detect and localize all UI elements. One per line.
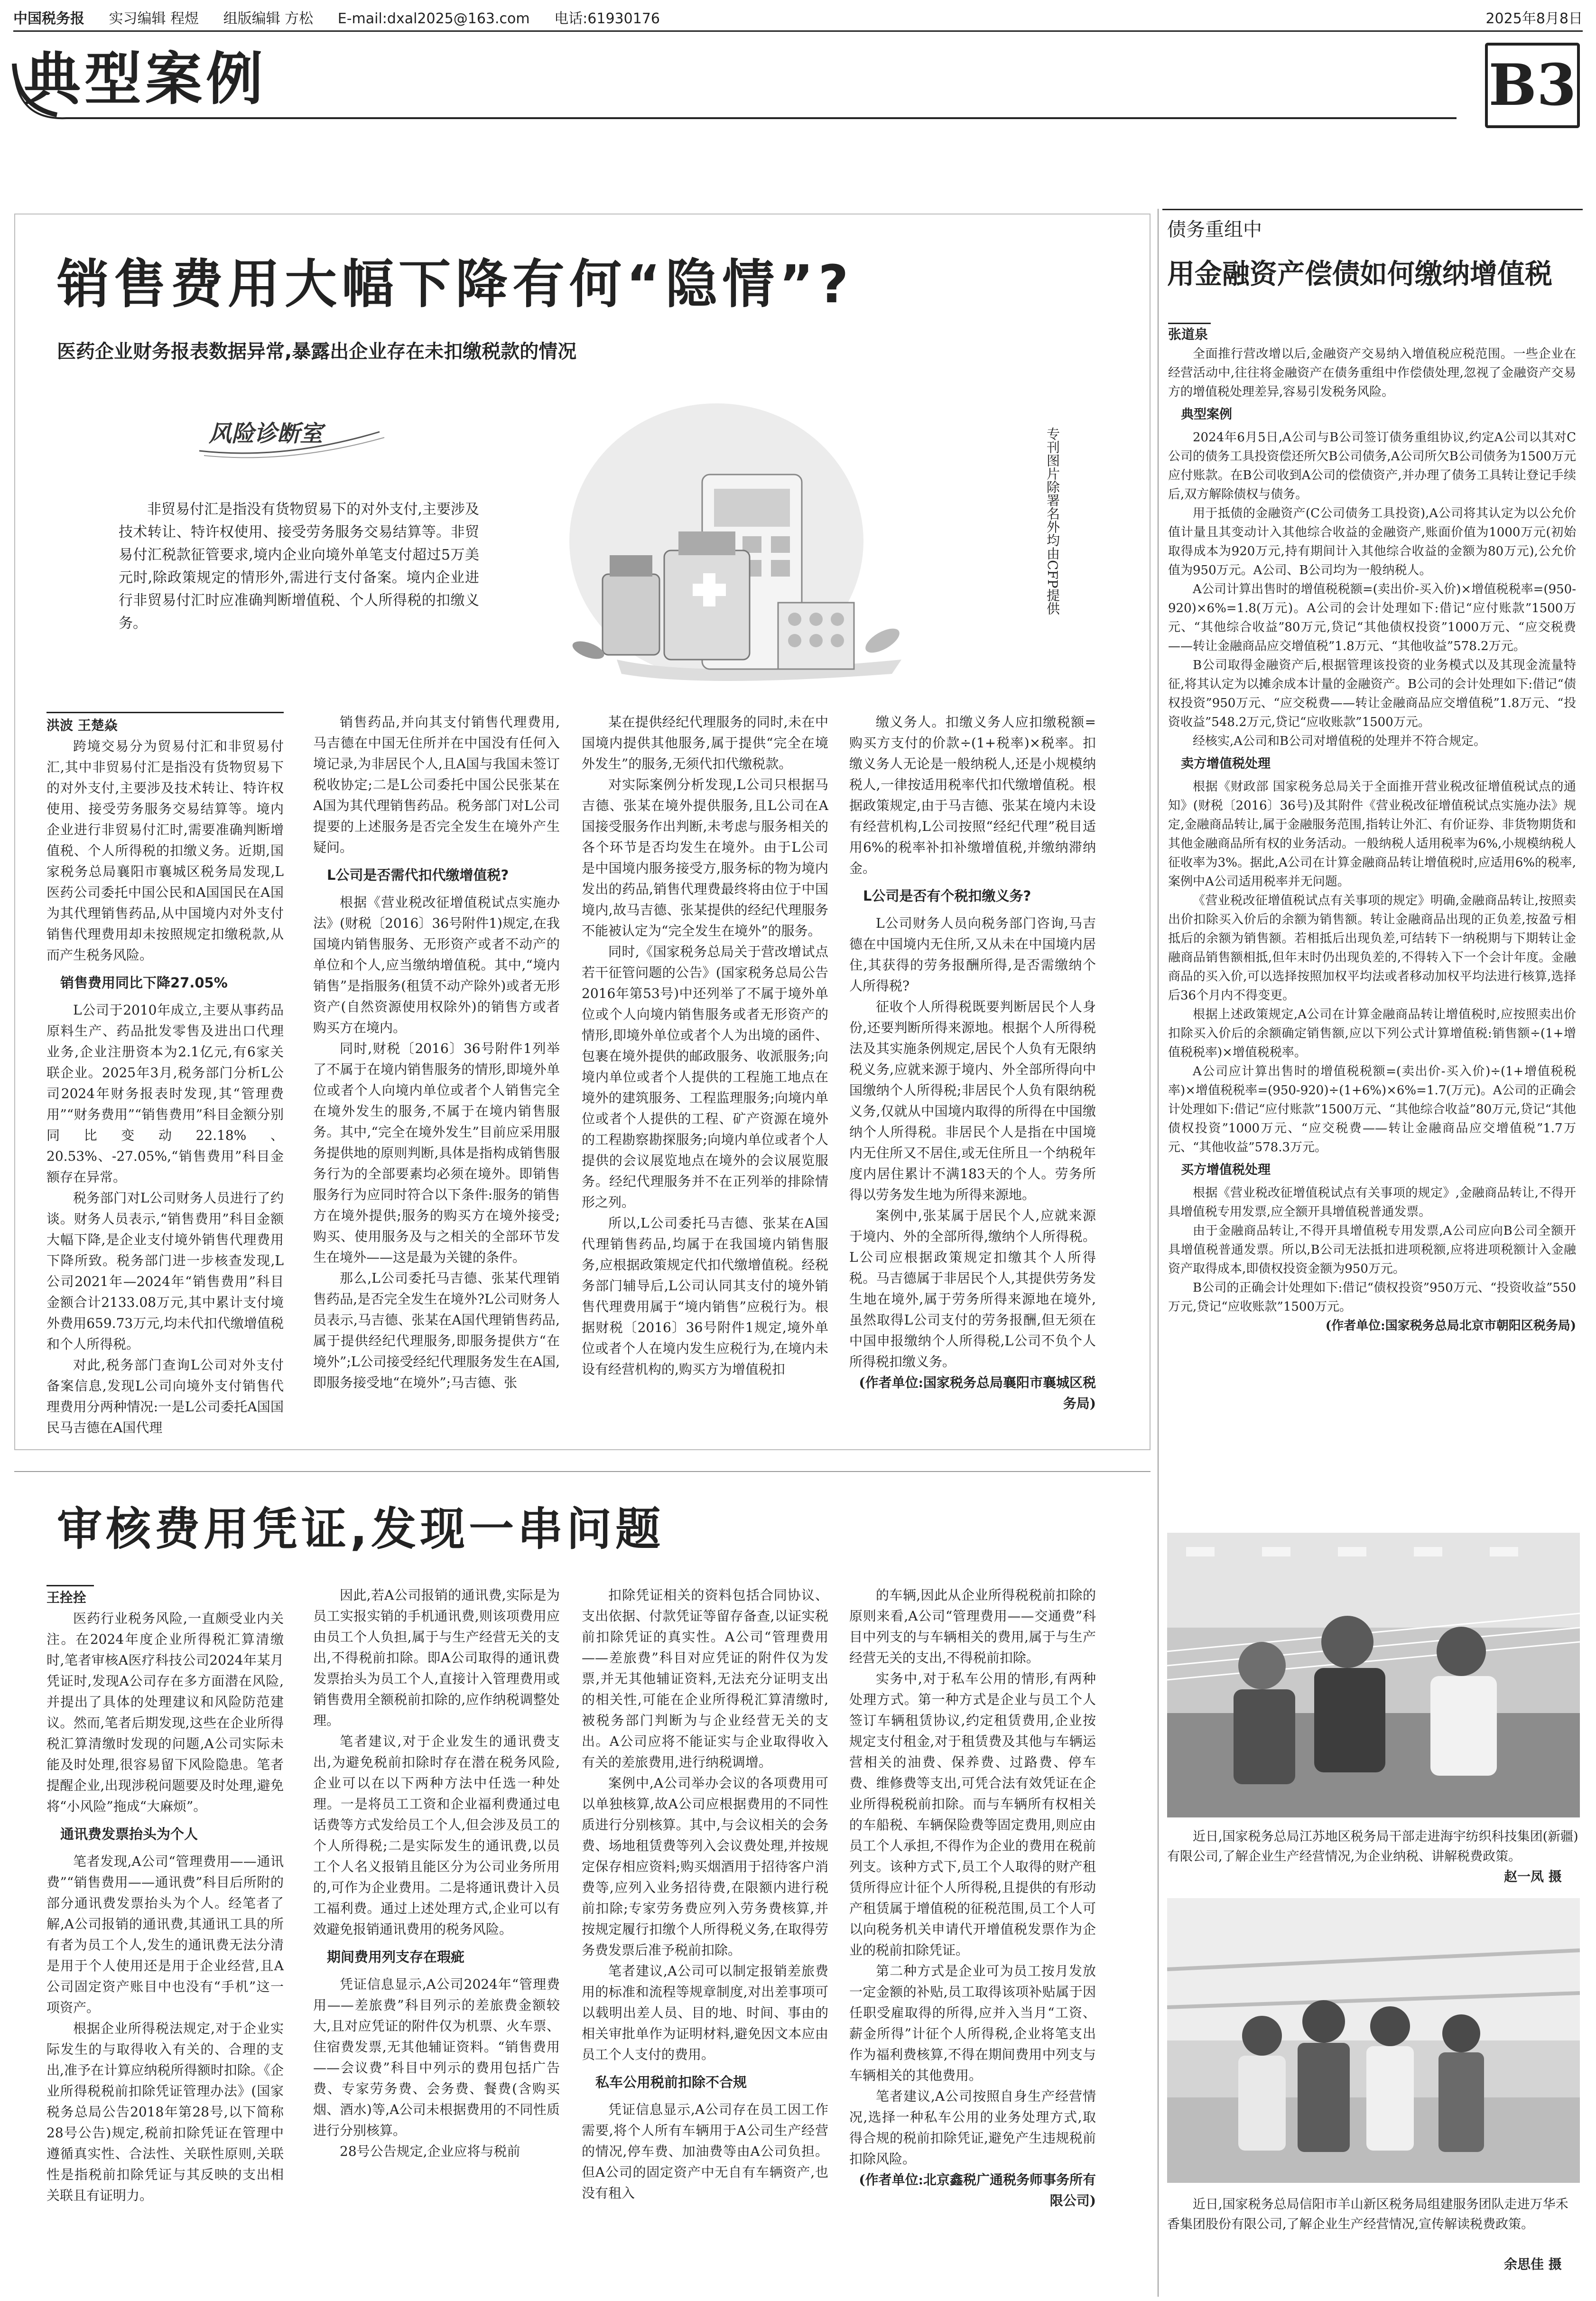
paragraph: 根据上述政策规定,A公司在计算金融商品转让增值税时,应按照卖出价扣除买入价后的余额确定销售额,应以下列公式计算增值税:销售额÷(1+增值税税率)×增值税税率。 (1168, 1007, 1576, 1060)
email: E-mail:dxal2025@163.com (337, 10, 530, 27)
subheading: 买方增值税处理 (1181, 1163, 1271, 1177)
layout-editor: 组版编辑 方松 (223, 10, 314, 27)
article-3-byline: 王拴拴 (46, 1585, 94, 1608)
subheading: 卖方增值税处理 (1181, 756, 1271, 771)
page-number-box (1485, 43, 1580, 128)
date: 2025年8月8日 (1485, 10, 1583, 27)
paragraph: 笔者建议,对于企业发生的通讯费支出,为避免税前扣除时存在潜在税务风险,企业可以在以下两种方法中任选一种处理。一是将员工工资和企业福利费通过电话费等方式发给员工个人,但会涉及员工的个人所得税;二是实际发生的通讯费,以员工个人名义报销且能区分为公司业务所用的,可作为企业费用。二是将通讯费计入员工福利费。通过上述处理方式,企业可以有效避免报销通讯费用的税务风险。 (313, 1733, 560, 1937)
paragraph: 笔者建议,A公司可以制定报销差旅费用的标准和流程等规章制度,对出差事项可以载明出差人员、目的地、时间、事由的相关审批单作为证明材料,避免因文本应由员工个人支付的费用。 (582, 1963, 828, 2062)
article-3-col-3 (582, 1585, 828, 2204)
paragraph: L公司于2010年成立,主要从事药品原料生产、药品批发零售及进出口代理业务,企业注册资本为2.1亿元,有6家关联企业。2025年3月,税务部门分析L公司2024年财务报表时发现,其“管理费用”“财务费用”“销售费用”科目金额分别同比变动22.18%、20.53%、-27.05%,“销售费用”科目金额存在异常。 (46, 1002, 284, 1185)
paragraph: 实务中,对于私车公用的情形,有两种处理方式。第一种方式是企业与员工个人签订车辆租赁协议,约定租赁费用,企业按规定支付租金,对于租赁费及其他与车辆运营相关的油费、保养费、过路费、停车费、维修费等支出,可凭合法有效凭证在企业所得税税前扣除。而与车辆所有权相关的车船税、车辆保险费等固定费用,则应由员工个人承担,不得作为企业的费用在税前列支。该种方式下,员工个人取得的财产租赁所得应计征个人所得税,且提供的有形动产租赁属于增值税的征税范围,员工个人可以向税务机关申请代开增值税发票作为企业的税前扣除凭证。 (849, 1671, 1096, 1958)
editor: 实习编辑 程煜 (109, 10, 199, 27)
paragraph: L公司财务人员向税务部门咨询,马吉德在中国境内无住所,又从未在中国境内居住,其获得的劳务报酬所得,是否需缴纳个人所得税? (849, 915, 1096, 994)
photo-author-2: 余思佳 摄 (1504, 2256, 1562, 2272)
subheading: L公司是否需代扣代缴增值税? (327, 867, 509, 883)
paragraph: 因此,若A公司报销的通讯费,实际是为员工实报实销的手机通讯费,则该项费用应由员工个人负担,属于与生产经营无关的支出,不得税前扣除。即A公司取得的通讯费发票抬头为员工个人,直接计入管理费用或销售费用全额税前扣除的,应作纳税调整处理。 (313, 1587, 560, 1728)
paragraph: 销售药品,并向其支付销售代理费用,马吉德在中国无住所并在中国没有任何入境记录,为非居民个人,且A国与我国未签订税收协定;二是L公司委托中国公民张某在A国为其代理销售药品。税务部门对L公司提要的上述服务是否完全发生在境外产生疑问。 (313, 714, 560, 855)
subheading: 通讯费发票抬头为个人 (60, 1826, 198, 1842)
pills-calculator-image (560, 394, 1034, 698)
article-1-col-4 (849, 712, 1096, 1414)
paragraph: 全面推行营改增以后,金融资产交易纳入增值税应税范围。一些企业在经营活动中,往往将金融资产在债务重组中作偿债处理,忽视了金融资产交易方的增值税处理差异,容易引发税务风险。 (1168, 347, 1576, 399)
subheading: 期间费用列支存在瑕疵 (327, 1949, 465, 1965)
paragraph: 28号公告规定,企业应将与税前 (340, 2143, 520, 2159)
paragraph: 根据企业所得税法规定,对于企业实际发生的与取得收入有关的、合理的支出,准予在计算应纳税所得额时扣除。《企业所得税税前扣除凭证管理办法》(国家税务总局公告2018年第28号,以下简称28号公告)规定,税前扣除凭证在管理中遵循真实性、合法性、关联性原则,关联性是指税前扣除凭证与其反映的支出相关联且有证明力。 (46, 2021, 284, 2203)
photo-caption-2: 近日,国家税务总局信阳市羊山新区税务局组建服务团队走进万华禾香集团股份有限公司,了解企业生产经营情况,宣传解读税费政策。 (1167, 2197, 1568, 2232)
paragraph: 对此,税务部门查询L公司对外支付备案信息,发现L公司向境外支付销售代理费用分两种情况:一是L公司委托A国国民马吉德在A国代理 (46, 1357, 284, 1435)
article-3-col-4 (849, 1585, 1096, 2211)
article-3-col-1 (46, 1585, 284, 2206)
textile-factory-image (1167, 1533, 1580, 1817)
paragraph: 根据《财政部 国家税务总局关于全面推开营业税改征增值税试点的通知》(财税〔2016〕36号)及其附件《营业税改征增值税试点实施办法》规定,金融商品转让,属于金融服务范围,指转让外汇、有价证券、非货物期货和其他金融商品所有权的业务活动。一般纳税人适用税率为6%,小规模纳税人征收率为3%。据此,A公司在计算金融商品转让增值税时,应适用6%的税率,案例中A公司适用税率并无问题。 (1168, 780, 1576, 889)
paragraph: 笔者发现,A公司“管理费用——通讯费”“销售费用——通讯费”科目后所附的部分通讯费发票抬头为个人。经笔者了解,A公司报销的通讯费,其通讯工具的所有者为员工个人,发生的通讯费无法分清是用于个人使用还是用于企业经营,且A公司固定资产账目中也没有“手机”这一项资产。 (46, 1854, 284, 2015)
paragraph: 凭证信息显示,A公司2024年“管理费用——差旅费”科目列示的差旅费金额较大,且对应凭证的附件仅为机票、火车票、住宿费发票,无其他辅证资料。“销售费用——会议费”科目中列示的费用包括广告费、专家劳务费、会务费、餐费(含购买烟、酒水)等,A公司未根据费用的不同性质进行分别核算。 (313, 1976, 560, 2138)
paragraph: 2024年6月5日,A公司与B公司签订债务重组协议,约定A公司以其对C公司的债务工具投资偿还所欠B公司债务,A公司所欠B公司债务为1500万元应付账款。在B公司收到A公司的偿债资产,并办理了债务工具转让登记手续后,双方解除债权与债务。 (1168, 430, 1576, 502)
image-credit: 专刊图片除署名外均由CFP提供 (1045, 427, 1060, 615)
article-3-col-2 (313, 1585, 560, 2162)
paragraph: A公司应计算出售时的增值税税额=(卖出价-买入价)÷(1+增值税税率)×增值税税率=(950-920)÷(1+6%)×6%=1.7(万元)。A公司的正确会计处理如下:借记“应付账款”1500万元、“其他综合收益”80万元,贷记“其他债权投资”1000万元、“应交税费——转让金融商品应交增值税”1.7万元、“其他收益”578.3万元。 (1168, 1064, 1576, 1155)
paragraph: 凭证信息显示,A公司存在员工因工作需要,将个人所有车辆用于A公司生产经营的情况,停车费、加油费等由A公司负担。但A公司的固定资产中无自有车辆资产,也没有租入 (582, 2102, 828, 2201)
article-2-tag: 债务重组中 (1167, 219, 1262, 241)
photo-textile-factory (1167, 1533, 1580, 1817)
paragraph: B公司取得金融资产后,根据管理该投资的业务模式以及其现金流量特征,将其认定为以摊余成本计量的金融资产。B公司的会计处理如下:借记“债权投资”950万元、“应交税费——转让金融商品应交增值税”1.8万元、“投资收益”548.2万元,贷记“应收账款”1500万元。 (1168, 658, 1576, 729)
paragraph: 根据《营业税改征增值税试点实施办法》(财税〔2016〕36号附件1)规定,在我国境内销售服务、无形资产或者不动产的单位和个人,应当缴纳增值税。其中,“境内销售”是指服务(租赁不动产除外)或者无形资产(自然资源使用权除外)的销售方或者购买方在境内。 (313, 894, 560, 1035)
paper-name: 中国税务报 (13, 10, 84, 27)
paragraph: 经核实,A公司和B公司对增值税的处理并不符合规定。 (1193, 734, 1486, 748)
paragraph: 笔者建议,A公司按照自身生产经营情况,选择一种私车公用的业务处理方式,取得合规的税前扣除凭证,避免产生违规税前扣除风险。 (849, 2088, 1096, 2167)
article-1-col-1 (46, 712, 284, 1438)
paragraph: 税务部门对L公司财务人员进行了约谈。财务人员表示,“销售费用”科目金额大幅下降,是企业支付境外销售代理费用下降所致。税务部门进一步核查发现,L公司2021年—2024年“销售费用”科目金额合计2133.08万元,其中累计支付境外费用659.73万元,均未代扣代缴增值税和个人所得税。 (46, 1190, 284, 1352)
paragraph: 征收个人所得税既要判断居民个人身份,还要判断所得来源地。根据个人所得税法及其实施条例规定,居民个人负有无限纳税义务,应就来源于境内、外全部所得向中国缴纳个人所得税;非居民个人负有限纳税义务,仅就从中国境内取得的所得在中国缴纳个人所得税。非居民个人是指在中国境内无住所又不居住,或无住所且一个纳税年度内居住累计不满183天的个人。劳务所得以劳务发生地为所得来源地。 (849, 999, 1096, 1202)
paragraph: 案例中,张某属于居民个人,应就来源于境内、外的全部所得,缴纳个人所得税。L公司应根据政策规定扣缴其个人所得税。马吉德属于非居民个人,其提供劳务发生地在境外,属于劳务所得来源地在境外,虽然取得L公司支付的劳务报酬,但无须在中国申报缴纳个人所得税,L公司不负个人所得税扣缴义务。 (849, 1208, 1096, 1369)
paragraph: B公司的正确会计处理如下:借记“债权投资”950万元、“投资收益”550万元,贷记“应收账款”1500万元。 (1168, 1281, 1576, 1314)
paragraph: 同时,财税〔2016〕36号附件1列举了不属于在境内销售服务的情形,即境外单位或者个人向境内单位或者个人销售完全在境外发生的服务,不属于在境内销售服务。其中,“完全在境外发生”目前应采用服务提供地的原则判断,具体是指构成销售服务行为的全部要素均必须在境外。即销售服务行为应同时符合以下条件:服务的销售方在境外提供;服务的购买方在境外接受;购买、使用服务及与之相关的全部环节发生在境外——这是最为关键的条件。 (313, 1041, 560, 1265)
paragraph: 某在提供经纪代理服务的同时,未在中国境内提供其他服务,属于提供“完全在境外发生”的服务,无须代扣代缴税款。 (582, 714, 828, 772)
article-2-byline: 张道泉 (1168, 323, 1211, 344)
paragraph: 所以,L公司委托马吉德、张某在A国代理销售药品,均属于在我国境内销售服务,应根据政策规定代扣代缴增值税。经税务部门辅导后,L公司认同其支付的境外销售代理费用属于“境内销售”应税行为。根据财税〔2016〕36号附件1规定,境外单位或者个人在境内发生应税行为,在境内未设有经营机构的,购买方为增值税扣 (582, 1215, 828, 1377)
page-header (13, 9, 1583, 31)
paragraph: 扣除凭证相关的资料包括合同协议、支出依据、付款凭证等留存备查,以证实税前扣除凭证的真实性。A公司“管理费用——差旅费”科目对应凭证的附件仅为发票,并无其他辅证资料,无法充分证明支出的相关性,可能在企业所得税汇算清缴时,被税务部门判断为与企业经营无关的支出。A公司应将不能证实与企业取得收入有关的差旅费用,进行纳税调增。 (582, 1587, 828, 1770)
article-1-col-2 (313, 712, 560, 1393)
subheading: 销售费用同比下降27.05% (60, 975, 228, 991)
article-1-col-3 (582, 712, 828, 1380)
paragraph: 对实际案例分析发现,L公司只根据马吉德、张某在境外提供服务,且L公司在A国接受服务作出判断,未考虑与服务相关的各个环节是否均发生在境外。由于L公司是中国境内服务接受方,服务标的物为境内发出的药品,销售代理费最终将由位于中国境内,故马吉德、张某提供的经纪代理服务不能被认定为“完全发生在境外”的服务。 (582, 777, 828, 939)
photo-exhibition-hall (1167, 1898, 1580, 2183)
photo-author-1: 赵一凤 摄 (1504, 1869, 1562, 1884)
article-3-title: 审核费用凭证,发现一串问题 (57, 1503, 665, 1556)
article-3-credit: (作者单位:北京鑫税广通税务师事务所有限公司) (859, 2172, 1096, 2208)
paragraph: 同时,《国家税务总局关于营改增试点若干征管问题的公告》(国家税务总局公告2016年第53号)中还列举了不属于境外单位或个人向境内销售服务或者无形资产的情形,即境外单位或者个人为出境的函件、包裹在境外提供的邮政服务、收派服务;向境内单位或者个人提供的工程施工地点在境外的建筑服务、工程监理服务;向境内单位或者个人提供的工程、矿产资源在境外的工程勘察勘探服务;向境内单位或者个人提供的会议展览地点在境外的会议展览服务。经纪代理服务并不在正列举的排除情形之列。 (582, 944, 828, 1210)
column-divider (1158, 209, 1159, 2297)
paragraph: 医药行业税务风险,一直颇受业内关注。在2024年度企业所得税汇算清缴时,笔者审核A医疗科技公司2024年某月凭证时,发现A公司存在多方面潜在风险,并提出了具体的处理建议和风险防范建议。然而,笔者后期发现,这些在企业所得税汇算清缴时发现的问题,A公司实际未能及时处理,很容易留下风险隐患。笔者提醒企业,出现涉税问题要及时处理,避免将“小风险”拖成“大麻烦”。 (46, 1611, 284, 1814)
article-1-subtitle: 医药企业财务报表数据异常,暴露出企业存在未扣缴税款的情况 (57, 341, 577, 363)
article-2-top-rule (1162, 209, 1583, 210)
paragraph: 《营业税改征增值税试点有关事项的规定》明确,金融商品转让,按照卖出价扣除买入价后的余额为销售额。转让金融商品出现的正负差,按盈亏相抵后的余额为销售额。若相抵后出现负差,可结转下一纳税期与下期转让金融商品销售额相抵,但年末时仍出现负差的,不得转入下一个会计年度。金融商品的买入价,可以选择按照加权平均法或者移动加权平均法进行核算,选择后36个月内不得变更。 (1168, 894, 1576, 1003)
page-number: B3 (1488, 52, 1577, 119)
header-rule (13, 30, 1583, 32)
paragraph: 由于金融商品转让,不得开具增值税专用发票,A公司应向B公司全额开具增值税普通发票。所以,B公司无法抵扣进项税额,应将进项税额计入金融资产取得成本,即债权投资金额为950万元。 (1168, 1224, 1576, 1276)
phone: 电话:61930176 (554, 10, 660, 27)
paragraph: 跨境交易分为贸易付汇和非贸易付汇,其中非贸易付汇是指没有货物贸易下的对外支付,主要涉及技术转让、特许权使用、接受劳务服务交易结算等。境内企业进行非贸易付汇时,需要准确判断增值税、个人所得税的扣缴义务。近期,国家税务总局襄阳市襄城区税务局发现,L医药公司委托中国公民和A国国民在A国为其代理销售药品,从中国境内对外支付销售代理费用却未按照规定扣缴税款,从而产生税务风险。 (46, 738, 284, 963)
subheading: 私车公用税前扣除不合规 (595, 2074, 747, 2090)
column-logo-text: 风险诊断室 (209, 420, 323, 447)
article-1-intro: 非贸易付汇是指没有货物贸易下的对外支付,主要涉及技术转让、特许权使用、接受劳务服务交易结算等。非贸易付汇税款征管要求,境内企业向境外单笔支付超过5万美元时,除政策规定的情形外,需进行支付备案。境内企业进行非贸易付汇时应准确判断增值税、个人所得税的扣缴义务。 (119, 501, 479, 632)
subheading: L公司是否有个税扣缴义务? (863, 888, 1031, 904)
article-1-byline: 洪波 王楚焱 (46, 712, 284, 736)
medicine-illustration (560, 394, 1034, 698)
section-title: 典型案例 (24, 46, 267, 112)
paragraph: 的车辆,因此从企业所得税税前扣除的原则来看,A公司“管理费用——交通费”科目中列支的与车辆相关的费用,属于与生产经营无关的支出,不得税前扣除。 (849, 1587, 1096, 1666)
exhibition-hall-image (1167, 1898, 1580, 2183)
article-2-body (1168, 323, 1576, 1335)
article-3-top-rule (14, 1471, 1151, 1472)
paragraph: 第二种方式是企业可为员工按月发放一定金额的补贴,员工取得该项补贴属于因任职受雇取得的所得,应并入当月“工资、薪金所得”计征个人所得税,企业将笔支出作为福利费核算,不得在期间费用中列支与车辆相关的其他费用。 (849, 1963, 1096, 2083)
article-1-title: 销售费用大幅下降有何“隐情”? (57, 254, 854, 315)
paragraph: 案例中,A公司举办会议的各项费用可以单独核算,故A公司应根据费用的不同性质进行分别核算。其中,与会议相关的会务费、场地租赁费等列入会议费处理,并按规定保存相应资料;购买烟酒用于招待客户消费等,应列入业务招待费,在限额内进行税前扣除;专家劳务费应列入劳务费核算,并按规定履行扣缴个人所得税义务,在取得劳务费发票后准予税前扣除。 (582, 1775, 828, 1958)
paragraph: 根据《营业税改征增值税试点有关事项的规定》,金融商品转让,不得开具增值税专用发票,应全额开具增值税普通发票。 (1168, 1186, 1576, 1219)
article-2-title: 用金融资产偿债如何缴纳增值税 (1167, 258, 1553, 290)
paragraph: 缴义务人。扣缴义务人应扣缴税额=购买方支付的价款÷(1+税率)×税率。扣缴义务人无论是一般纳税人,还是小规模纳税人,一律按适用税率代扣代缴增值税。根据政策规定,由于马吉德、张某在境内未设有经营机构,L公司按照“经纪代理”税目适用6%的税率补扣补缴增值税,并缴纳滞纳金。 (849, 714, 1096, 876)
subheading: 典型案例 (1181, 407, 1232, 422)
article-2-credit: (作者单位:国家税务总局北京市朝阳区税务局) (1325, 1319, 1576, 1333)
paragraph: 用于抵债的金融资产(C公司债务工具投资),A公司将其认定为以公允价值计量且其变动计入其他综合收益的金融资产,账面价值为1000万元(初始取得成本为920万元,持有期间计入其他综合收益的金额为80万元),公允价值为950万元。A公司、B公司均为一般纳税人。 (1168, 506, 1576, 578)
paragraph: A公司计算出售时的增值税税额=(卖出价-买入价)×增值税税率=(950-920)×6%=1.8(万元)。A公司的会计处理如下:借记“应付账款”1500万元、“其他综合收益”80万元,贷记“其他债权投资”1000万元、“应交税费——转让金融商品应交增值税”1.8万元、“其他收益”578.2万元。 (1168, 582, 1576, 653)
article-1-credit: (作者单位:国家税务总局襄阳市襄城区税务局) (859, 1375, 1096, 1411)
column-logo (190, 413, 389, 460)
paragraph: 那么,L公司委托马吉德、张某代理销售药品,是否完全发生在境外?L公司财务人员表示,马吉德、张某在A国代理销售药品,属于提供经纪代理服务,即服务提供方“在境外”;L公司接受经纪代理服务发生在A国,即服务接受地“在境外”;马吉德、张 (313, 1270, 560, 1390)
photo-caption-1: 近日,国家税务总局江苏地区税务局干部走进海宇纺织科技集团(新疆)有限公司,了解企业生产经营情况,为企业纳税、讲解税费政策。 (1167, 1829, 1578, 1864)
